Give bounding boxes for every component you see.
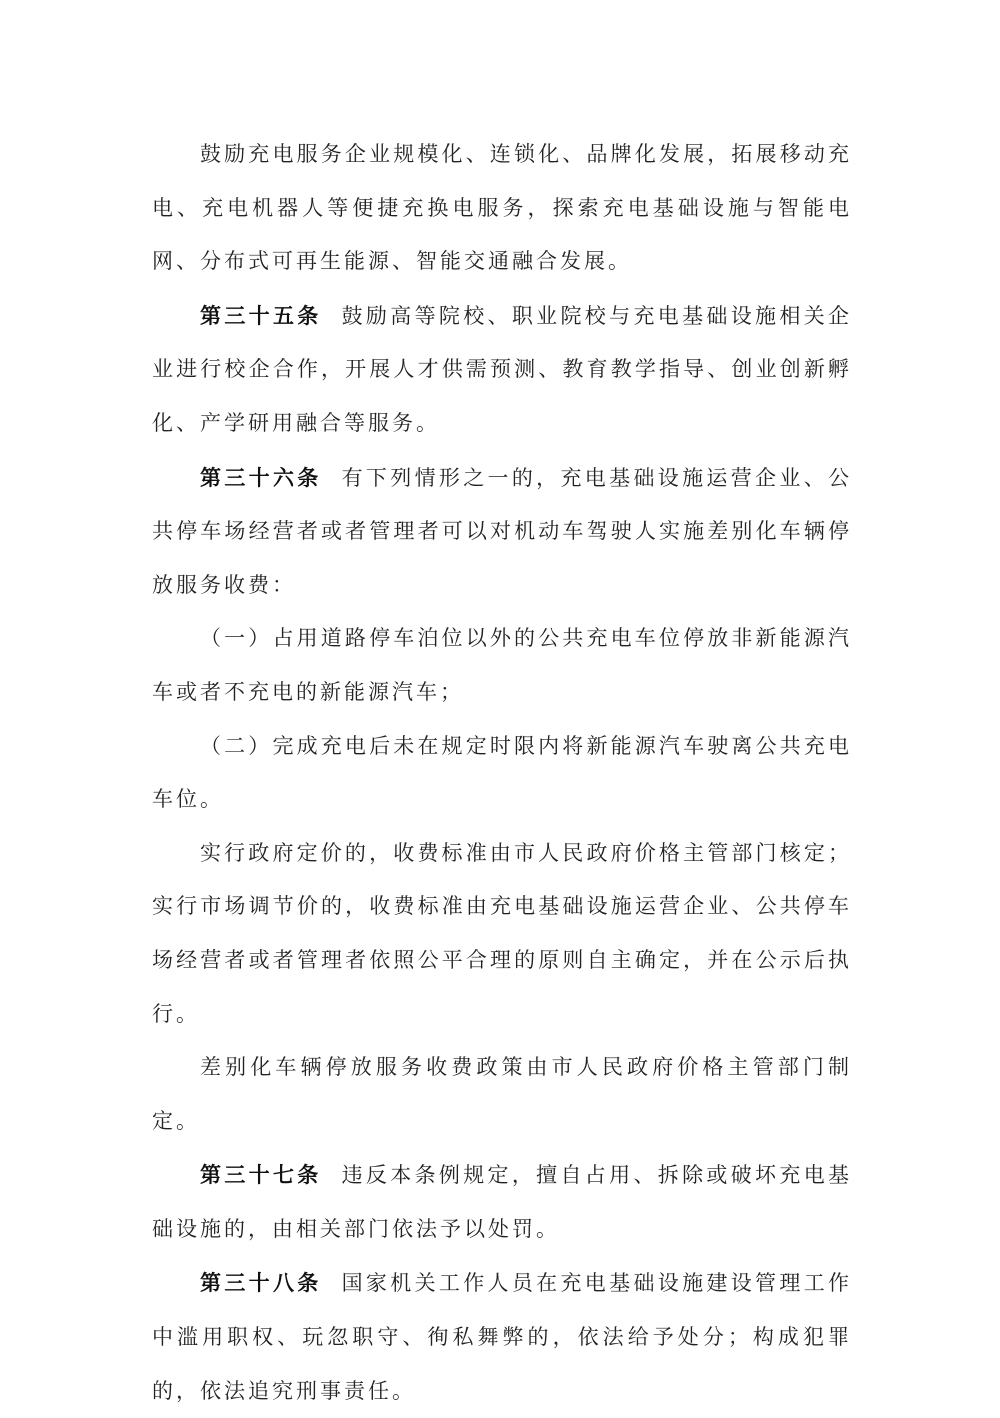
list-item-1	[152, 612, 852, 719]
article-number: 第三十六条	[200, 464, 322, 490]
list-item-text: （一）占用道路停车泊位以外的公共充电车位停放非新能源汽车或者不充电的新能源汽车；	[152, 626, 852, 704]
paragraph-text: 差别化车辆停放服务收费政策由市人民政府价格主管部门制定。	[152, 1055, 852, 1133]
list-item-2	[152, 720, 852, 827]
article-text: 国家机关工作人员在充电基础设施建设管理工作中滥用职权、玩忽职守、徇私舞弊的，依法给予处分；构成犯罪的，依法追究刑事责任。	[152, 1271, 853, 1403]
article-text: 有下列情形之一的，充电基础设施运营企业、公共停车场经营者或者管理者可以对机动车驾驶人实施差别化车辆停放服务收费：	[152, 465, 853, 597]
article-number: 第三十五条	[200, 302, 322, 328]
paragraph-pricing-policy	[152, 1041, 852, 1148]
paragraph-charging-service	[152, 128, 852, 289]
paragraph-text: 实行政府定价的，收费标准由市人民政府价格主管部门核定；实行市场调节价的，收费标准由充电基础设施运营企业、公共停车场经营者或者管理者依照公平合理的原则自主确定，并在公示后执行。	[152, 840, 852, 1026]
paragraph-text: 鼓励充电服务企业规模化、连锁化、品牌化发展，拓展移动充电、充电机器人等便捷充换电服务，探索充电基础设施与智能电网、分布式可再生能源、智能交通融合发展。	[152, 142, 852, 274]
article-35	[152, 289, 852, 451]
article-number: 第三十八条	[200, 1270, 322, 1296]
article-text: 鼓励高等院校、职业院校与充电基础设施相关企业进行校企合作，开展人才供需预测、教育教学指导、创业创新孵化、产学研用融合等服务。	[152, 303, 853, 435]
paragraph-pricing	[152, 827, 852, 1041]
article-38	[152, 1256, 852, 1418]
article-37	[152, 1148, 852, 1256]
article-36	[152, 451, 852, 613]
list-item-text: （二）完成充电后未在规定时限内将新能源汽车驶离公共充电车位。	[152, 733, 852, 812]
article-number: 第三十七条	[200, 1162, 322, 1188]
article-text: 违反本条例规定，擅自占用、拆除或破坏充电基础设施的，由相关部门依法予以处罚。	[152, 1163, 853, 1241]
document-body	[152, 128, 852, 1418]
